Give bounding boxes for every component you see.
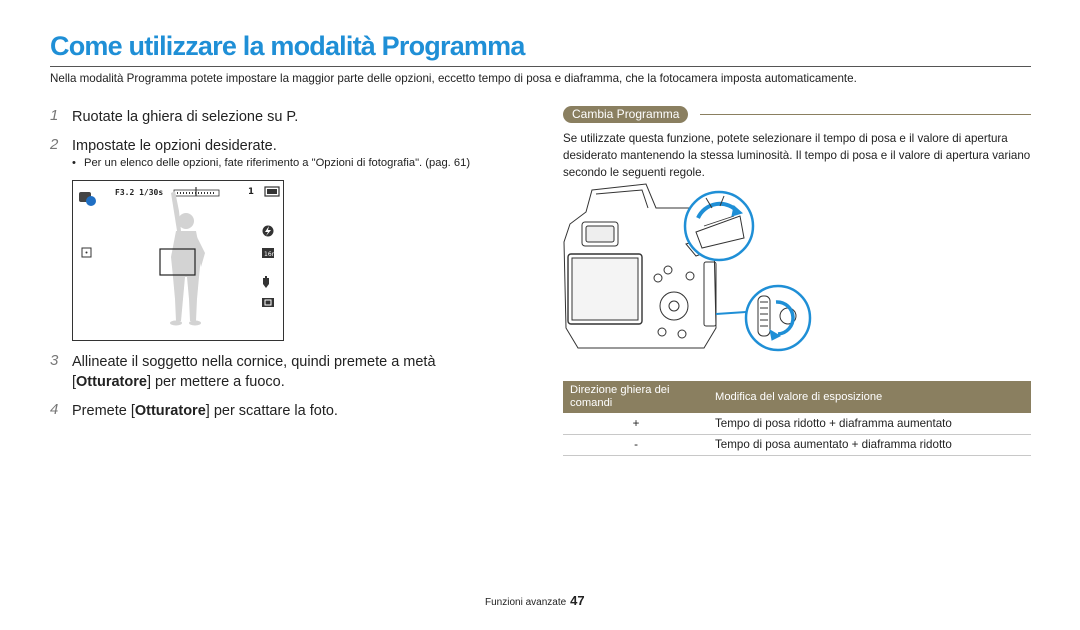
step-text-end: ] per mettere a fuoco. (146, 374, 285, 390)
table-cell-effect: Tempo di posa aumentato + diaframma ridotto (709, 434, 1031, 455)
person-silhouette (170, 191, 205, 326)
step-2 (50, 136, 277, 156)
bullet-dot: • (72, 157, 76, 169)
top-dial-zoom (685, 192, 753, 260)
image-size-icon (262, 248, 278, 258)
section-heading: Cambia Programma (563, 106, 688, 123)
table-cell-effect: Tempo di posa ridotto + diaframma aumentato (709, 413, 1031, 434)
step-number: 4 (50, 401, 59, 418)
ois-hand-icon (263, 276, 269, 288)
step-text (72, 401, 338, 421)
table-cell-direction: + (563, 413, 709, 434)
rear-dial-zoom (716, 286, 810, 350)
step-4 (50, 401, 338, 421)
step-number: 2 (50, 136, 59, 153)
exposure-scale-icon (174, 187, 219, 196)
metering-icon (262, 298, 274, 307)
step-text: Ruotate la ghiera di selezione su P. (72, 109, 299, 125)
step-number: 3 (50, 352, 59, 369)
camera-back-illustration (556, 178, 818, 360)
column-header-dial: Direzione ghiera dei comandi (563, 381, 709, 413)
step-text-end: ] per scattare la foto. (205, 403, 338, 419)
section-description: Se utilizzate questa funzione, potete selezionare il tempo di posa e il valore di apertura desiderato mantenendo la stessa luminosità. Il tempo di posa e il valore di apertura variano secondo le seguenti regole. (563, 132, 1031, 179)
exposure-readout: F3.2 1/30s (115, 188, 164, 197)
step-3 (50, 352, 462, 392)
page-title: Come utilizzare la modalità Programma (50, 31, 525, 61)
shutter-key-label: Otturatore (134, 403, 206, 419)
exposure-table (563, 381, 1031, 456)
battery-icon (265, 187, 279, 196)
step-text-start: Premete [ (72, 403, 135, 419)
table-header-row (563, 381, 1031, 413)
svg-text:16m: 16m (264, 251, 278, 258)
bullet-text: Per un elenco delle opzioni, fate riferimento a "Opzioni di fotografia". (pag. 61) (84, 157, 471, 169)
mode-p-icon (79, 192, 96, 206)
step-text (72, 352, 462, 392)
shutter-key-label: Otturatore (76, 374, 147, 390)
step-number: 1 (50, 107, 59, 124)
camera-screen-illustration (72, 180, 284, 341)
title-divider (50, 66, 1031, 67)
table-row (563, 413, 1031, 434)
shots-remaining: 1 (248, 187, 254, 197)
flash-icon (263, 226, 274, 237)
bullet-note (72, 157, 532, 169)
column-header-exposure: Modifica del valore di esposizione (709, 381, 1031, 413)
camera-screen-svg (73, 181, 283, 340)
page-number: 47 (570, 593, 585, 608)
metering-spot-icon (82, 248, 91, 257)
table-row (563, 434, 1031, 455)
step-text-start: Allineate il soggetto nella cornice, quindi premete a metà [ (72, 354, 436, 390)
footer-section-label: Funzioni avanzate (485, 597, 567, 608)
section-divider (700, 114, 1031, 115)
table-cell-direction: - (563, 434, 709, 455)
page-footer (485, 593, 585, 608)
step-text: Impostate le opzioni desiderate. (72, 138, 277, 154)
camera-back-svg (556, 178, 818, 360)
intro-text: Nella modalità Programma potete impostare la maggior parte delle opzioni, eccetto tempo di posa e diaframma, che la fotocamera imposta automaticamente. (50, 72, 857, 85)
step-1 (50, 107, 298, 127)
